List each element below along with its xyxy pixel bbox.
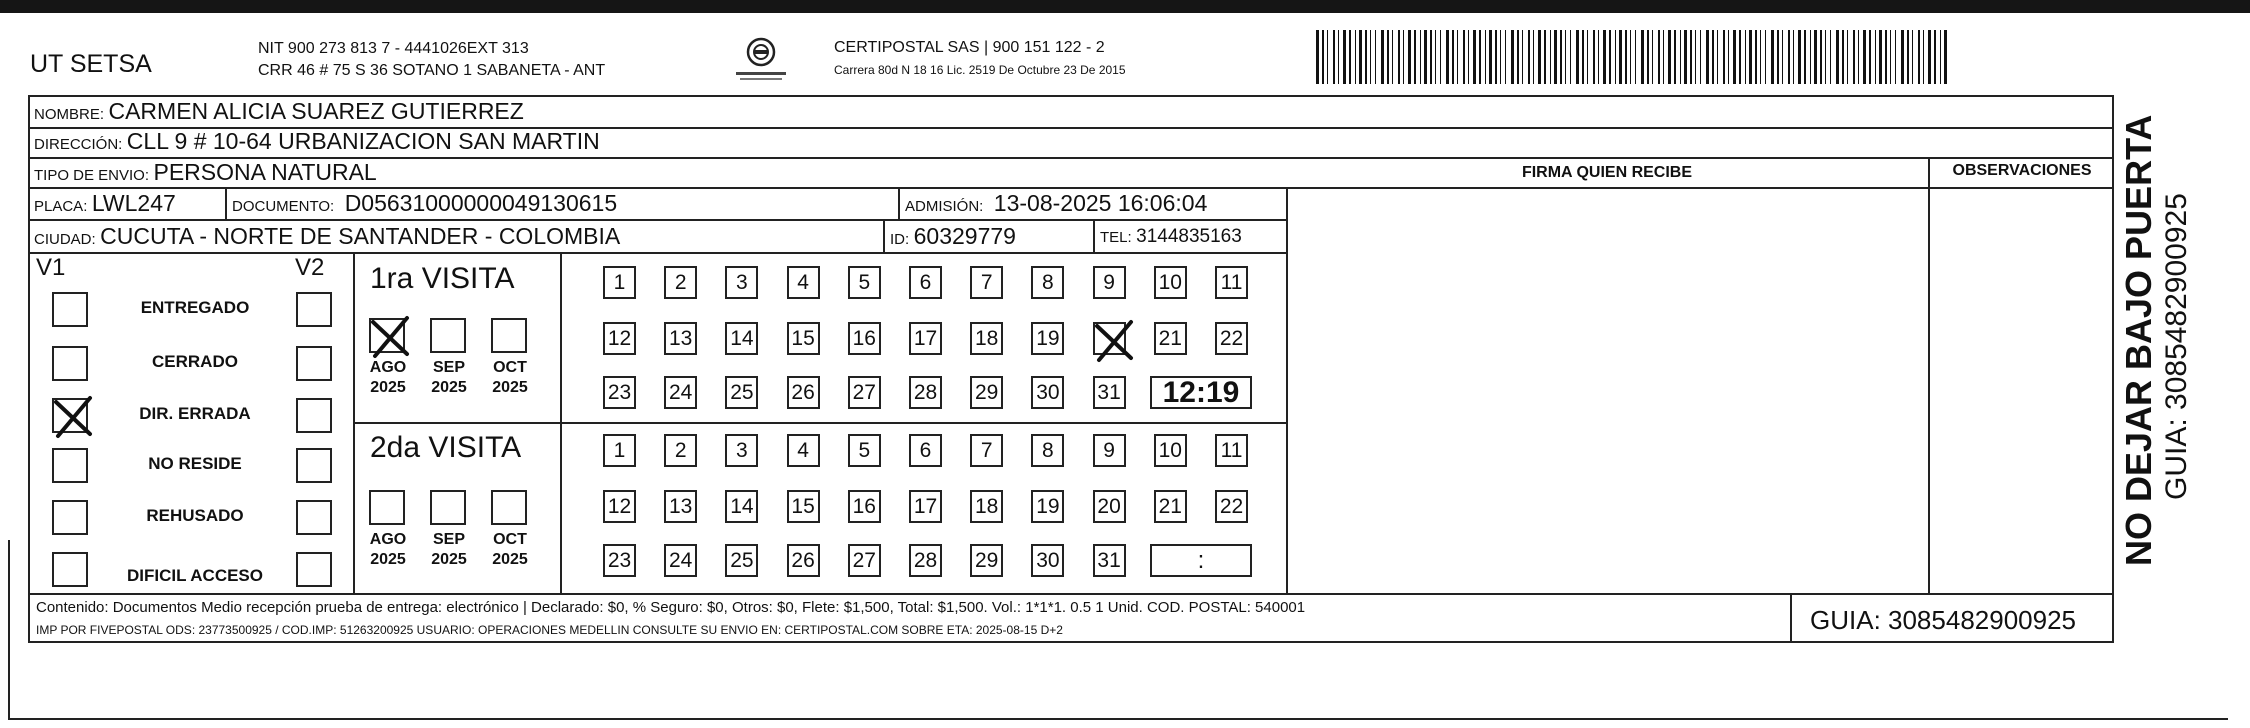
day-box[interactable]: 22 <box>1215 490 1248 523</box>
v2-checkbox[interactable] <box>296 292 332 327</box>
v2-checkbox[interactable] <box>296 398 332 433</box>
second-visit-time[interactable]: : <box>1150 544 1252 577</box>
month-label: SEP 2025 <box>431 359 467 396</box>
day-box[interactable]: 2 <box>664 434 697 467</box>
day-box[interactable]: 27 <box>848 376 881 409</box>
day-box[interactable]: 5 <box>848 434 881 467</box>
day-box[interactable]: 27 <box>848 544 881 577</box>
ciudad-label: CIUDAD: <box>34 231 96 248</box>
month-label: SEP 2025 <box>431 531 467 568</box>
placa-value: LWL247 <box>91 190 176 216</box>
documento-label: DOCUMENTO: <box>232 198 335 215</box>
month-label: OCT 2025 <box>492 531 528 568</box>
month-checkbox[interactable] <box>430 490 466 525</box>
status-option-label: REHUSADO <box>146 506 244 525</box>
footer-content-line: Contenido: Documentos Medio recepción prueba de entrega: electrónico | Declarado: $0, % Seguro: $0, Otros: $0, Flete: $1,500, Total: $1,500. Vol.: 1*1*1. 0.5 1 Unid. COD. POSTAL: 540001 <box>36 599 1306 616</box>
month-label: OCT 2025 <box>492 359 528 396</box>
day-box[interactable]: 19 <box>1031 490 1064 523</box>
v2-checkbox[interactable] <box>296 500 332 535</box>
month-checkbox[interactable] <box>491 318 527 353</box>
id-label: ID: <box>890 231 910 248</box>
placa-cell <box>34 190 176 217</box>
day-box[interactable]: 26 <box>787 376 820 409</box>
admision-cell <box>905 190 1207 217</box>
tipo-envio-row <box>34 159 377 186</box>
day-box[interactable]: 26 <box>787 544 820 577</box>
day-box[interactable]: 6 <box>909 266 942 299</box>
day-box[interactable]: 10 <box>1154 266 1187 299</box>
day-box[interactable]: 18 <box>970 490 1003 523</box>
nombre-label: NOMBRE: <box>34 106 105 123</box>
day-box[interactable]: 5 <box>848 266 881 299</box>
v2-checkbox[interactable] <box>296 448 332 483</box>
ciudad-cell <box>34 223 620 250</box>
month-checkbox[interactable] <box>430 318 466 353</box>
v2-checkbox[interactable] <box>296 552 332 587</box>
day-box[interactable]: 3 <box>725 434 758 467</box>
v2-label: V2 <box>295 254 325 281</box>
status-option-label: NO RESIDE <box>148 454 242 473</box>
admision-label: ADMISIÓN: <box>905 198 984 215</box>
admision-value: 13-08-2025 16:06:04 <box>993 190 1208 216</box>
company-nit: NIT 900 273 813 7 - 4441026EXT 313 <box>258 40 529 57</box>
day-box[interactable]: 28 <box>909 376 942 409</box>
day-box[interactable]: 25 <box>725 544 758 577</box>
handwritten-x-mark-icon <box>50 394 96 440</box>
month-label: AGO 2025 <box>369 359 407 396</box>
day-box[interactable]: 25 <box>725 376 758 409</box>
company-address: CRR 46 # 75 S 36 SOTANO 1 SABANETA - ANT <box>258 62 606 79</box>
status-option-label: DIFICIL ACCESO <box>126 566 263 585</box>
day-box[interactable]: 14 <box>725 322 758 355</box>
day-box[interactable]: 7 <box>970 434 1003 467</box>
day-box[interactable]: 28 <box>909 544 942 577</box>
day-box[interactable]: 3 <box>725 266 758 299</box>
tipo-envio-value: PERSONA NATURAL <box>153 159 377 185</box>
month-checkbox[interactable] <box>491 490 527 525</box>
barcode-icon <box>1316 30 1948 84</box>
tel-label: TEL: <box>1100 229 1132 246</box>
company-name: UT SETSA <box>30 50 152 78</box>
direccion-row <box>34 128 600 155</box>
side-guia: GUIA: 3085482900925 <box>2160 193 2193 500</box>
day-box[interactable]: 13 <box>664 322 697 355</box>
day-box[interactable]: 31 <box>1093 376 1126 409</box>
v1-checkbox[interactable] <box>52 292 88 327</box>
day-box[interactable]: 14 <box>725 490 758 523</box>
day-box[interactable]: 31 <box>1093 544 1126 577</box>
day-box[interactable]: 15 <box>787 490 820 523</box>
direccion-value: CLL 9 # 10-64 URBANIZACION SAN MARTIN <box>126 128 600 154</box>
day-box[interactable]: 11 <box>1215 266 1248 299</box>
day-box[interactable]: 21 <box>1154 490 1187 523</box>
day-box[interactable]: 19 <box>1031 322 1064 355</box>
observaciones-header: OBSERVACIONES <box>1952 162 2092 179</box>
v2-checkbox[interactable] <box>296 346 332 381</box>
day-box[interactable]: 17 <box>909 322 942 355</box>
documento-value: D05631000000049130615 <box>344 190 618 216</box>
v1-label: V1 <box>36 254 66 281</box>
firma-header: FIRMA QUIEN RECIBE <box>1521 164 1693 181</box>
v1-checkbox[interactable] <box>52 448 88 483</box>
day-box[interactable]: 10 <box>1154 434 1187 467</box>
day-box[interactable]: 21 <box>1154 322 1187 355</box>
day-box[interactable]: 15 <box>787 322 820 355</box>
handwritten-x-mark-icon <box>367 314 413 360</box>
month-checkbox[interactable] <box>369 318 405 353</box>
second-visit-label: 2da VISITA <box>370 431 522 464</box>
status-option-label: DIR. ERRADA <box>139 404 251 423</box>
nombre-row <box>34 98 524 125</box>
day-box[interactable]: 16 <box>848 490 881 523</box>
day-box[interactable]: 22 <box>1215 322 1248 355</box>
day-box[interactable]: 1 <box>603 434 636 467</box>
first-visit-time[interactable]: 12:19 <box>1150 376 1252 409</box>
day-box[interactable]: 4 <box>787 434 820 467</box>
day-box[interactable]: 9 <box>1093 434 1126 467</box>
day-box[interactable]: 30 <box>1031 376 1064 409</box>
day-box[interactable]: 12 <box>603 490 636 523</box>
day-box[interactable]: 2 <box>664 266 697 299</box>
v1-checkbox[interactable] <box>52 398 88 433</box>
day-box[interactable] <box>1093 322 1126 355</box>
month-label: AGO 2025 <box>369 531 407 568</box>
tel-value: 3144835163 <box>1136 226 1242 247</box>
day-box[interactable]: 1 <box>603 266 636 299</box>
day-box[interactable]: 23 <box>603 544 636 577</box>
direccion-label: DIRECCIÓN: <box>34 136 123 153</box>
day-box[interactable]: 13 <box>664 490 697 523</box>
id-value: 60329779 <box>913 223 1016 249</box>
placa-label: PLACA: <box>34 198 88 215</box>
day-box[interactable]: 24 <box>664 376 697 409</box>
day-box[interactable]: 8 <box>1031 434 1064 467</box>
certipostal-logo-icon <box>730 34 792 86</box>
day-box[interactable]: 6 <box>909 434 942 467</box>
carrier-license: Carrera 80d N 18 16 Lic. 2519 De Octubre 23 De 2015 <box>834 63 1126 77</box>
carrier-info: CERTIPOSTAL SAS | 900 151 122 - 2 <box>834 39 1105 56</box>
day-box[interactable]: 8 <box>1031 266 1064 299</box>
footer-guia: GUIA: 3085482900925 <box>1810 605 2076 635</box>
ciudad-value: CUCUTA - NORTE DE SANTANDER - COLOMBIA <box>100 223 621 249</box>
day-box[interactable]: 4 <box>787 266 820 299</box>
day-box[interactable]: 11 <box>1215 434 1248 467</box>
side-warning-title: NO DEJAR BAJO PUERTA <box>2118 114 2159 566</box>
v1-checkbox[interactable] <box>52 346 88 381</box>
day-box[interactable]: 29 <box>970 376 1003 409</box>
nombre-value: CARMEN ALICIA SUAREZ GUTIERREZ <box>108 98 524 124</box>
v1-checkbox[interactable] <box>52 500 88 535</box>
handwritten-x-mark-icon <box>1091 318 1137 364</box>
day-box[interactable]: 9 <box>1093 266 1126 299</box>
day-box[interactable]: 17 <box>909 490 942 523</box>
day-box[interactable]: 30 <box>1031 544 1064 577</box>
tel-cell <box>1100 226 1242 248</box>
status-option-label: CERRADO <box>152 352 238 371</box>
day-box[interactable]: 20 <box>1093 490 1126 523</box>
first-visit-label: 1ra VISITA <box>370 262 515 295</box>
v1-checkbox[interactable] <box>52 552 88 587</box>
day-box[interactable]: 18 <box>970 322 1003 355</box>
tipo-envio-label: TIPO DE ENVIO: <box>34 167 150 184</box>
day-box[interactable]: 7 <box>970 266 1003 299</box>
footer-print-line: IMP POR FIVEPOSTAL ODS: 23773500925 / COD.IMP: 51263200925 USUARIO: OPERACIONES MEDELLIN CONSULTE SU ENVIO EN: CERTIPOSTAL.COM SOBRE ETA: 2025-08-15 D+2 <box>36 623 1063 637</box>
id-cell <box>890 223 1016 250</box>
day-box[interactable]: 16 <box>848 322 881 355</box>
top-border-bar <box>0 0 2250 13</box>
day-box[interactable]: 29 <box>970 544 1003 577</box>
day-box[interactable]: 12 <box>603 322 636 355</box>
month-checkbox[interactable] <box>369 490 405 525</box>
status-option-label: ENTREGADO <box>140 298 250 317</box>
day-box[interactable]: 23 <box>603 376 636 409</box>
documento-cell <box>232 190 617 217</box>
day-box[interactable]: 24 <box>664 544 697 577</box>
